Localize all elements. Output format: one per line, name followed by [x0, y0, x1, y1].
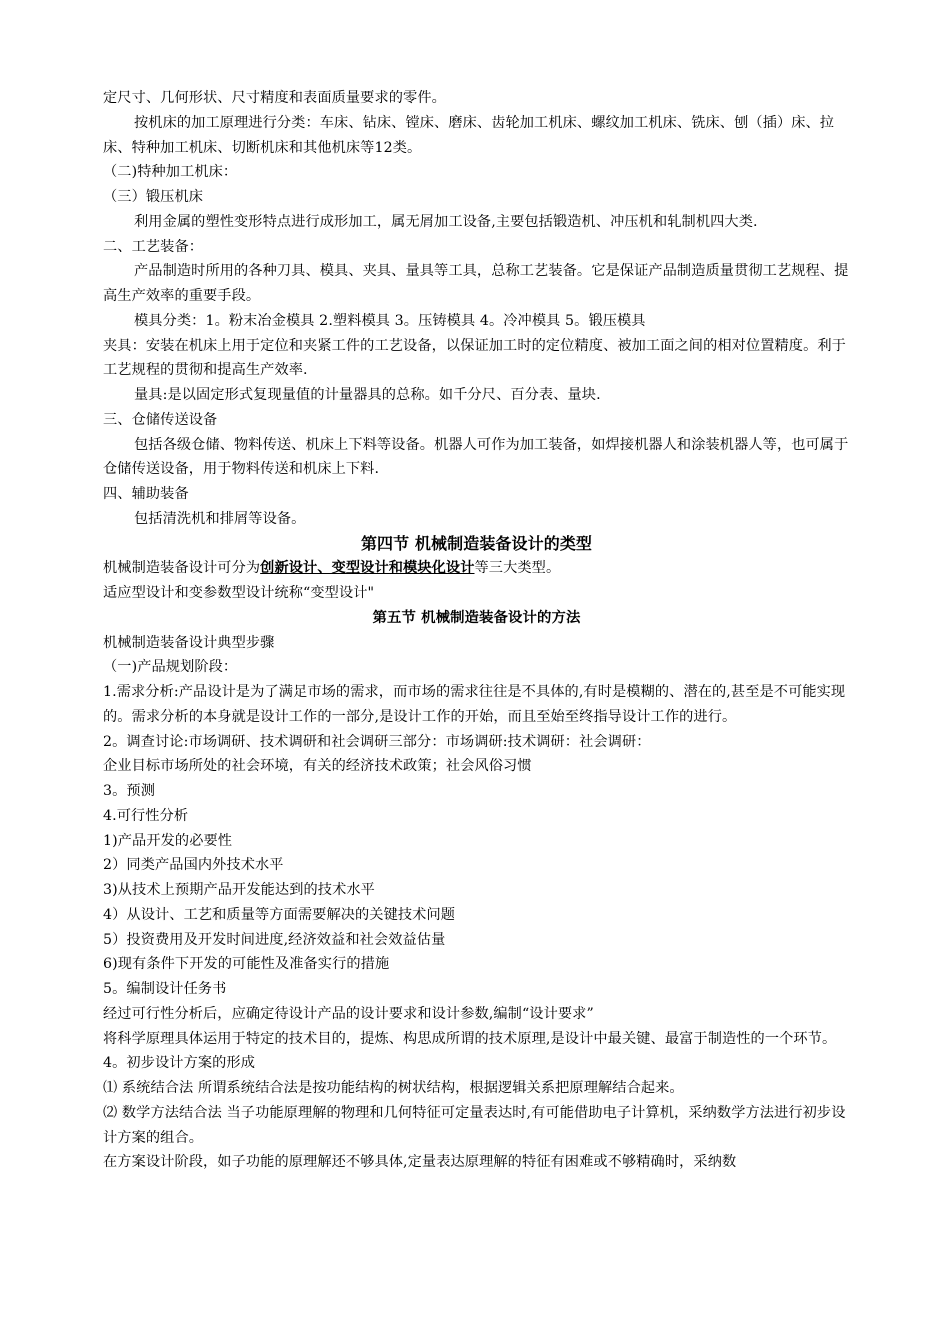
- line-feasibility-4: 4）从设计、工艺和质量等方面需要解决的关键技术问题: [103, 906, 456, 923]
- heading-auxiliary-equipment: 四、辅助装备: [103, 486, 189, 502]
- line-feasibility-3: 3)从技术上预期产品开发能达到的技术水平: [103, 882, 375, 898]
- line-design-requirements: 经过可行性分析后，应确定待设计产品的设计要求和设计参数,编制“设计要求”: [103, 1005, 594, 1022]
- section-4-paragraph-types: [103, 556, 850, 581]
- section-5-title: 第五节 机械制造装备设计的方法: [372, 608, 581, 626]
- line-survey: 2。调查讨论:市场调研、技术调研和社会调研三部分：市场调研:技术调研：社会调研：: [103, 733, 651, 750]
- line-forecast: 3。预测: [103, 783, 155, 799]
- section-4-paragraph-variant: 适应型设计和变参数型设计统称“变型设计": [103, 585, 375, 601]
- paragraph-machine-classification: 按机床的加工原理进行分类：车床、钻床、镗床、磨床、齿轮加工机床、螺纹加工机床、铣床、刨（插）床、拉床、特种加工机床、切断机床和其他机床等12类。: [103, 114, 835, 156]
- line-planning-stage: （一)产品规划阶段：: [103, 659, 238, 676]
- types-outro-text: 等三大类型。: [474, 560, 561, 577]
- paragraph-mold-classification: 模具分类：1。粉末冶金模具 2.塑料模具 3。压铸模具 4。冷冲模具 5。锻压模具: [134, 312, 646, 329]
- line-typical-steps: 机械制造装备设计典型步骤: [103, 634, 275, 651]
- line-feasibility-1: 1)产品开发的必要性: [103, 832, 233, 849]
- paragraph-scheme-stage: 在方案设计阶段，如子功能的原理解还不够具体,定量表达原理解的特征有困难或不够精确时，采纳数: [103, 1154, 737, 1171]
- document-body: [103, 86, 850, 1175]
- paragraph-fixtures: 夹具：安装在机床上用于定位和夹紧工件的工艺设备，以保证加工时的定位精度、被加工面之间的相对位置精度。利于工艺规程的贯彻和提高生产效率.: [103, 337, 846, 379]
- line-preliminary-scheme: 4。初步设计方案的形成: [103, 1055, 256, 1072]
- paragraph-demand-analysis: 1.需求分析:产品设计是为了满足市场的需求，而市场的需求往往是不具体的,有时是模糊的、潜在的,甚至是不可能实现的。需求分析的本身就是设计工作的一部分,是设计工作的开始，而且至始至终指导设计工作的进行。: [103, 684, 846, 725]
- section-4-title: 第四节 机械制造装备设计的类型: [360, 533, 593, 553]
- paragraph-part-line: 定尺寸、几何形状、尺寸精度和表面质量要求的零件。: [103, 90, 446, 106]
- line-feasibility-5: 5）投资费用及开发时间进度,经济效益和社会效益估量: [103, 931, 446, 948]
- heading-special-machine-tools: （二)特种加工机床：: [103, 164, 238, 181]
- line-feasibility: 4.可行性分析: [103, 807, 189, 824]
- paragraph-storage-transport: 包括各级仓储、物料传送、机床上下料等设备。机器人可作为加工装备，如焊接机器人和涂装机器人等，也可属于仓储传送设备，用于物料传送和机床上下料.: [103, 436, 849, 478]
- heading-storage-transport: 三、仓储传送设备: [103, 411, 218, 428]
- line-task-document: 5。编制设计任务书: [103, 981, 227, 997]
- line-feasibility-6: 6)现有条件下开发的可能性及准备实行的措施: [103, 956, 390, 973]
- types-emphasis-text: 创新设计、变型设计和模块化设计: [260, 560, 475, 577]
- paragraph-forging-description: 利用金属的塑性变形特点进行成形加工，属无屑加工设备,主要包括锻造机、冲压机和轧制机四大类.: [134, 213, 758, 230]
- paragraph-process-equipment: 产品制造时所用的各种刀具、模具、夹具、量具等工具，总称工艺装备。它是保证产品制造质量贯彻工艺规程、提高生产效率的重要手段。: [103, 263, 849, 304]
- heading-forging-machines: （三）锻压机床: [103, 189, 204, 205]
- line-feasibility-2: 2）同类产品国内外技术水平: [103, 857, 284, 874]
- paragraph-technical-principle: 将科学原理具体运用于特定的技术目的，提炼、构思成所谓的技术原理,是设计中最关键、最富于制造性的一个环节。: [103, 1030, 837, 1047]
- types-intro-text: 机械制造装备设计可分为: [103, 560, 261, 577]
- paragraph-math-combination: ⑵ 数学方法结合法 当子功能原理解的物理和几何特征可定量表达时,有可能借助电子计算机，采纳数学方法进行初步设计方案的组合。: [103, 1104, 846, 1146]
- paragraph-measuring-tools: 量具:是以固定形式复现量值的计量器具的总称。如千分尺、百分表、量块.: [134, 387, 601, 403]
- paragraph-auxiliary-equipment: 包括清洗机和排屑等设备。: [134, 510, 306, 527]
- line-social-environment: 企业目标市场所处的社会环境，有关的经济技术政策；社会风俗习惯: [103, 758, 532, 775]
- heading-process-equipment: 二、工艺装备：: [103, 238, 204, 255]
- paragraph-system-combination: ⑴ 系统结合法 所谓系统结合法是按功能结构的树状结构，根据逻辑关系把原理解结合起来。: [103, 1080, 684, 1096]
